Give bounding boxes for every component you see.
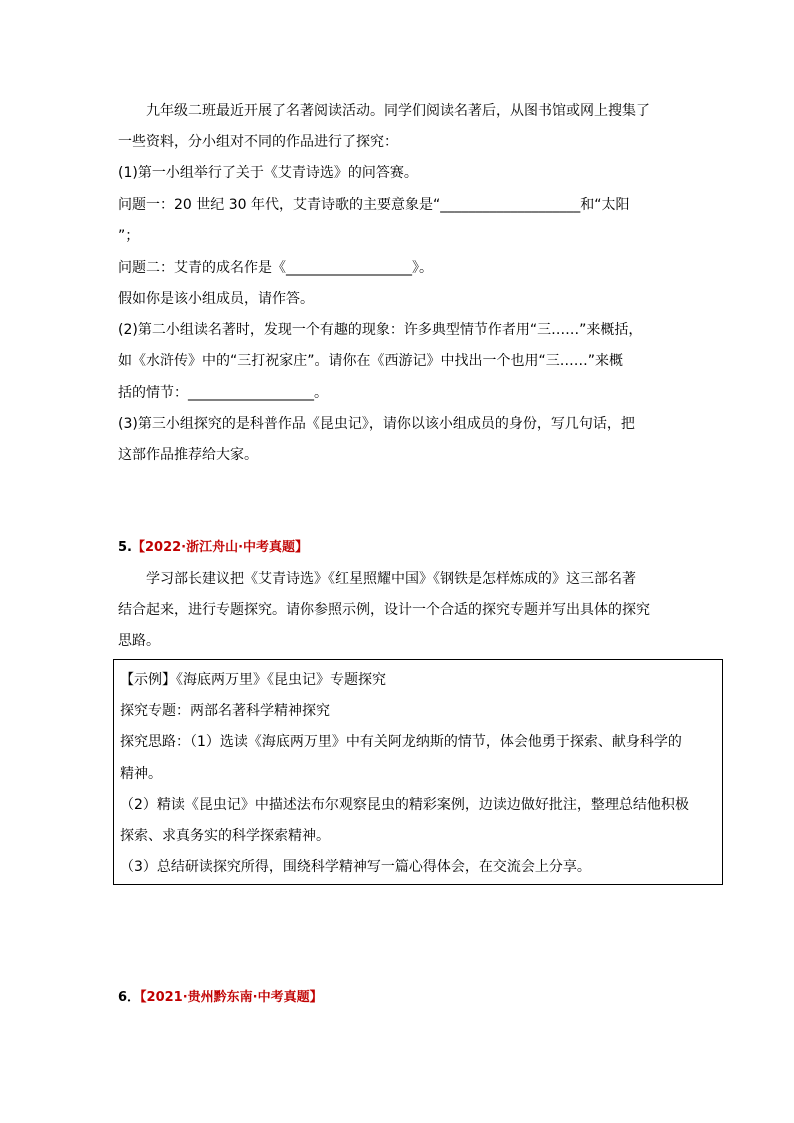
paragraph-line: 思路。 [118,633,160,649]
paragraph-line: 问题一：20 世纪 30 年代，艾青诗歌的主要意象是“____________________和“太阳 [118,197,630,213]
example-box [113,659,723,885]
paragraph-line: ”； [118,228,140,244]
paragraph-line: 这部作品推荐给大家。 [118,447,258,463]
example-line: 探究专题：两部名著科学精神探究 [120,703,330,719]
question-5-heading [118,538,308,558]
example-line: 【示例】《海底两万里》《昆虫记》专题探究 [120,672,386,688]
paragraph-line: 一些资料，分小组对不同的作品进行了探究： [118,134,398,150]
paragraph-line: (2)第二小组读名著时，发现一个有趣的现象：许多典型情节作者用“三……”来概括， [118,322,643,338]
question-source: 【2022·浙江舟山·中考真题】 [131,540,309,555]
paragraph-line: (3)第三小组探究的是科普作品《昆虫记》，请你以该小组成员的身份，写几句话，把 [118,416,635,432]
paragraph-line: 问题二：艾青的成名作是《__________________》。 [118,260,433,276]
example-line: 探究思路：（1）选读《海底两万里》中有关阿龙纳斯的情节，体会他勇于探索、献身科学的 [120,734,682,750]
question-number: 5. [118,540,132,555]
paragraph-line: 结合起来，进行专题探究。请你参照示例，设计一个合适的探究专题并写出具体的探究 [118,602,650,618]
question-number: 6． [118,990,141,1005]
paragraph-line: 假如你是该小组成员，请作答。 [118,291,314,307]
example-line: 探索、求真务实的科学探索精神。 [120,828,330,844]
example-line: （3）总结研读探究所得，围绕科学精神写一篇心得体会，在交流会上分享。 [120,859,591,875]
example-line: 精神。 [120,766,162,782]
paragraph-line: (1)第一小组举行了关于《艾青诗选》的问答赛。 [118,165,418,181]
paragraph-line: 九年级二班最近开展了名著阅读活动。同学们阅读名著后，从图书馆或网上搜集了 [146,103,650,119]
paragraph-line: 学习部长建议把《艾青诗选》《红星照耀中国》《钢铁是怎样炼成的》这三部名著 [146,571,636,587]
example-line: （2）精读《昆虫记》中描述法布尔观察昆虫的精彩案例，边读边做好批注，整理总结他积极 [120,797,689,813]
question-6-heading [118,988,323,1008]
paragraph-line: 括的情节：__________________。 [118,385,328,401]
question-source: 【2021·贵州黔东南·中考真题】 [140,990,323,1005]
paragraph-line: 如《水浒传》中的“三打祝家庄”。请你在《西游记》中找出一个也用“三……”来概 [118,353,624,369]
